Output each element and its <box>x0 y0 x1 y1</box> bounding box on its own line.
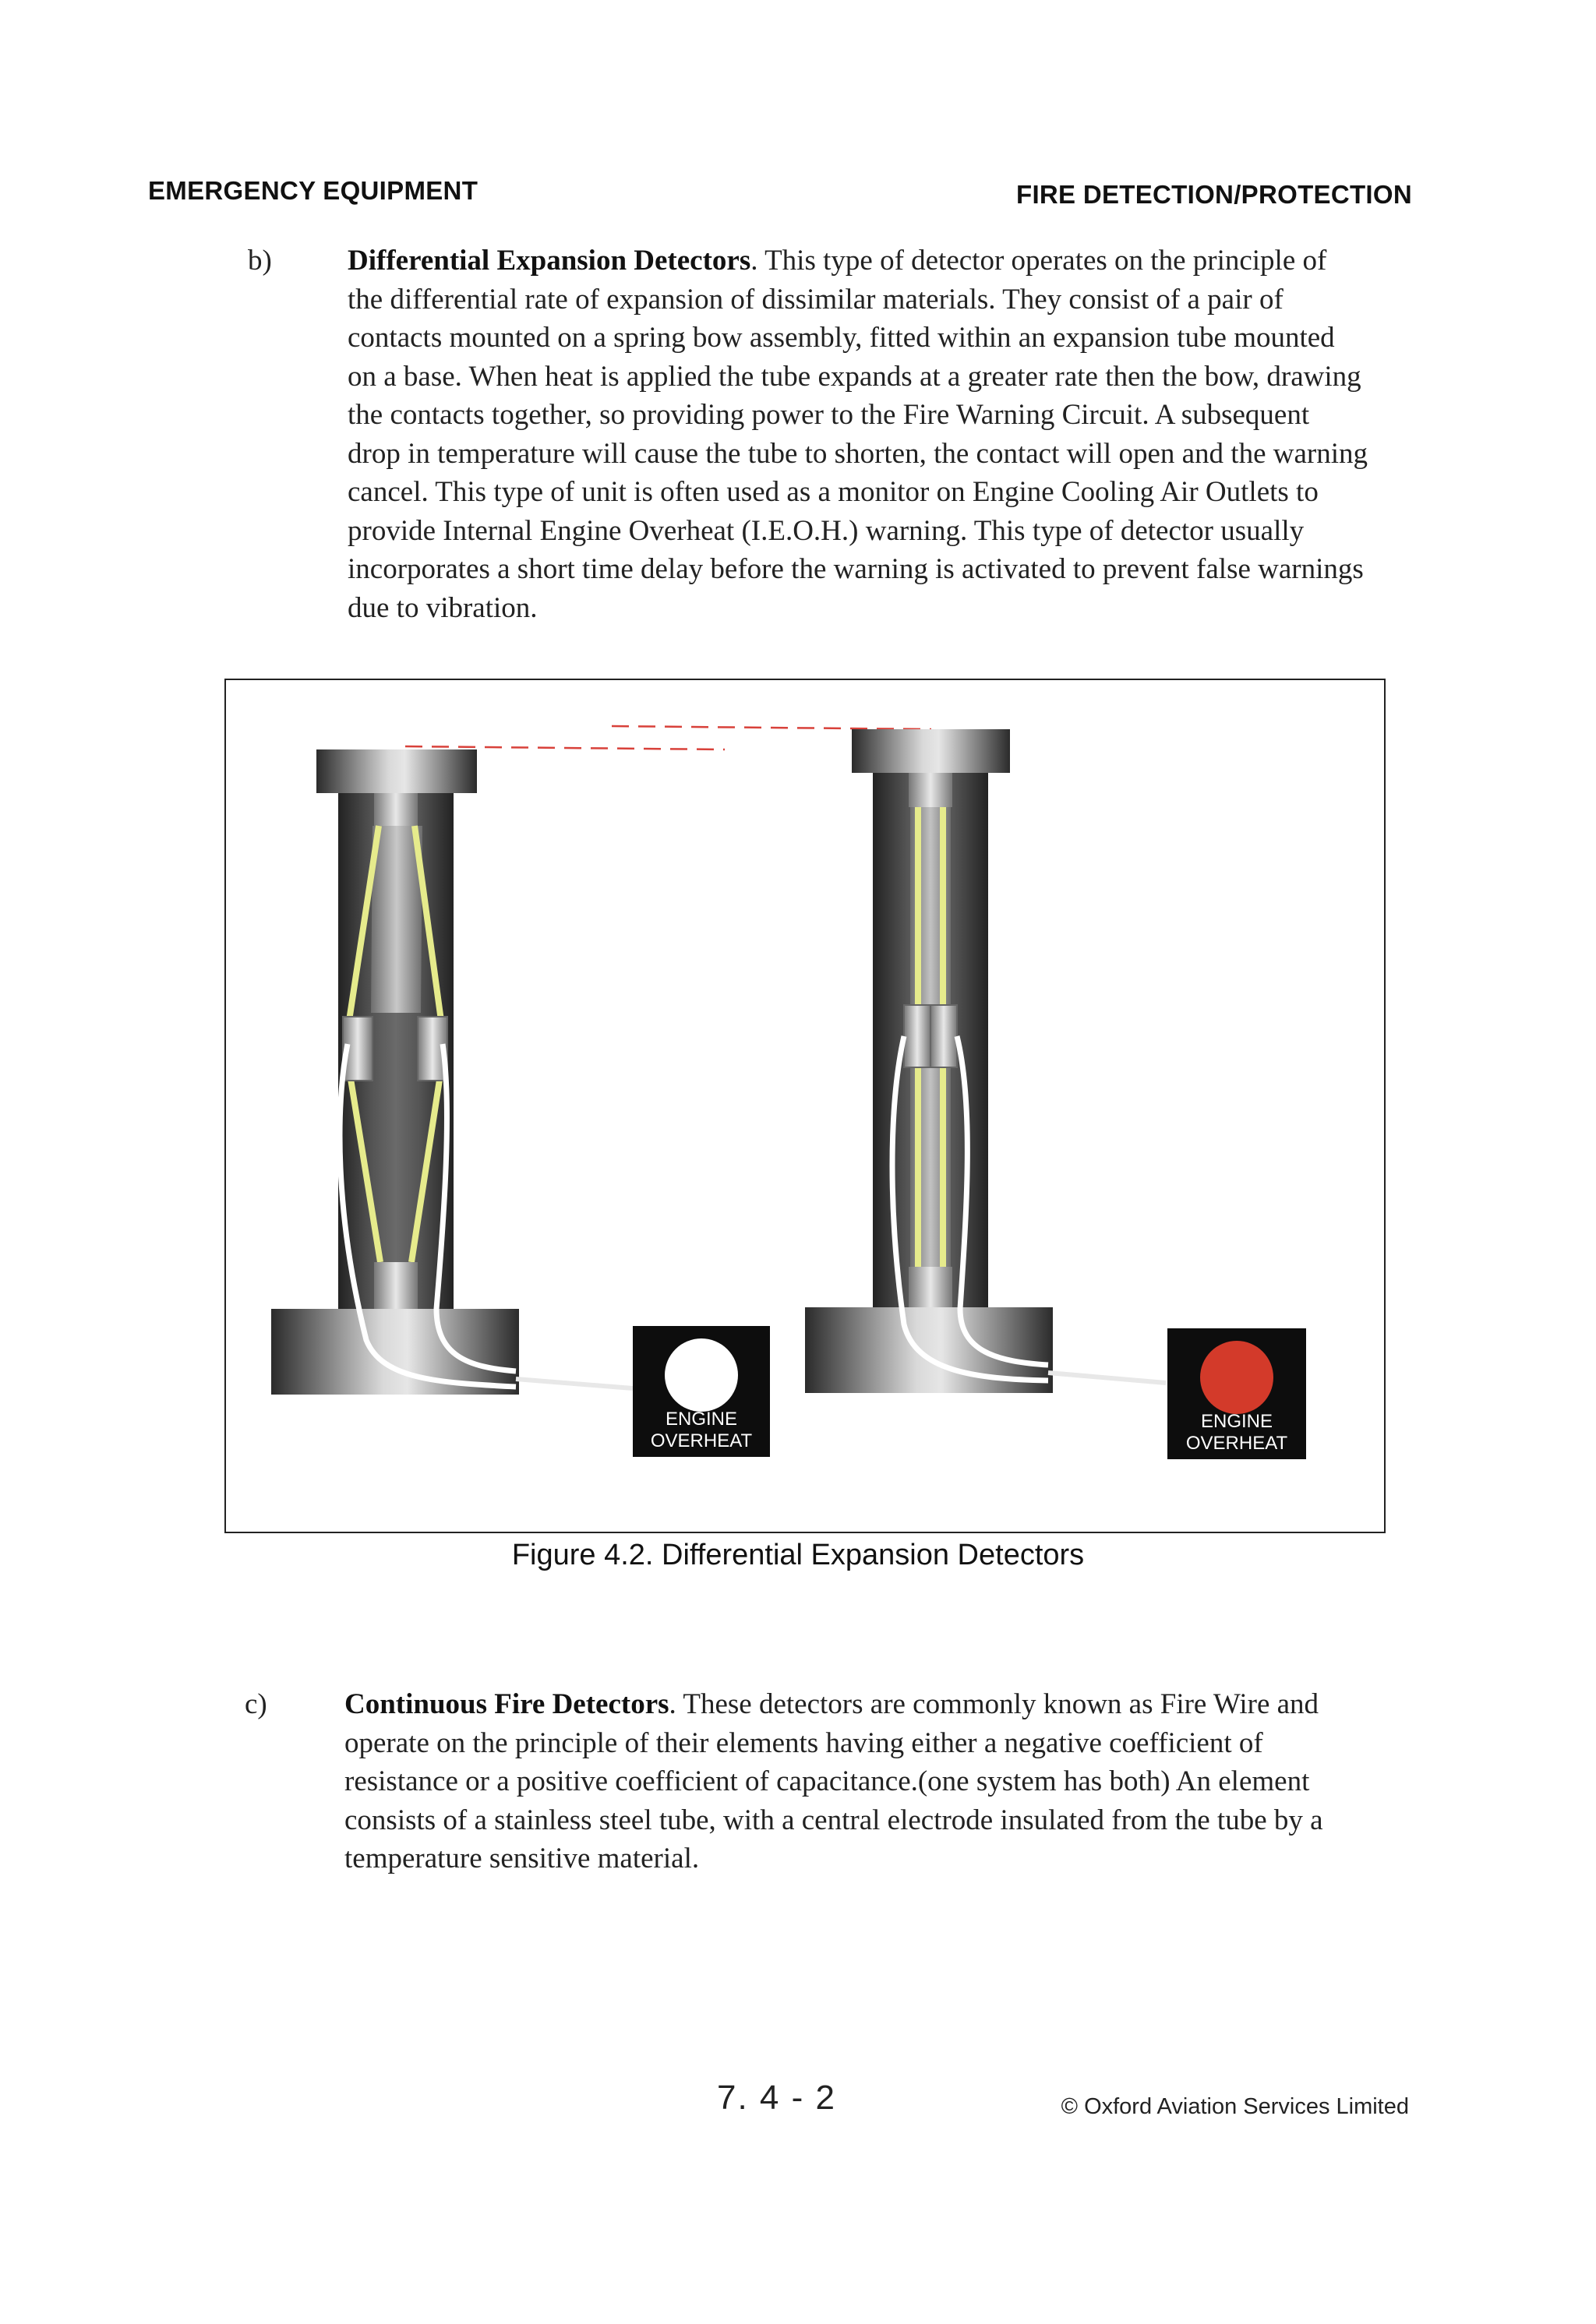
dashed-line-left <box>405 746 725 749</box>
paragraph-line: on a base. When heat is applied the tube expands at a greater rate then the bow, drawing <box>348 360 1361 393</box>
top-cap-right <box>852 729 1010 773</box>
warning-label-line1-right: ENGINE <box>1200 1411 1273 1432</box>
lower-bow-mount-right <box>909 1267 952 1307</box>
detector-hot <box>805 729 1166 1393</box>
header-chapter-title: FIRE DETECTION/PROTECTION <box>1015 180 1412 209</box>
contact-right-hot <box>930 1005 957 1067</box>
paragraph-line: the contacts together, so providing power to the Fire Warning Circuit. A subsequent <box>348 399 1310 431</box>
paragraph-line: Differential Expansion Detectors. This type of detector operates on the principle of <box>348 245 1327 277</box>
dashed-line-right <box>612 726 931 729</box>
paragraph-line: provide Internal Engine Overheat (I.E.O.H.) warning. This type of detector usually <box>348 514 1305 547</box>
warning-label-line1-left: ENGINE <box>665 1409 738 1430</box>
paragraph-line: consists of a stainless steel tube, with a central electrode insulated from the tube by a <box>344 1804 1323 1836</box>
paragraph-heading: Continuous Fire Detectors <box>344 1688 669 1720</box>
header-section-title: EMERGENCY EQUIPMENT <box>148 176 478 205</box>
paragraph-line: due to vibration. <box>348 591 538 624</box>
paragraph-continuous-detectors <box>344 1685 1411 1878</box>
paragraph-line: temperature sensitive material. <box>344 1843 700 1874</box>
paragraph-line: Continuous Fire Detectors. These detectors are commonly known as Fire Wire and <box>344 1688 1319 1720</box>
warning-lamp-right <box>1200 1341 1273 1414</box>
warning-label-line2-left: OVERHEAT <box>650 1430 753 1451</box>
contact-left-hot <box>904 1005 930 1067</box>
paragraph-heading: Differential Expansion Detectors <box>348 245 751 277</box>
paragraph-line: the differential rate of expansion of dissimilar materials. They consist of a pair of <box>348 283 1284 316</box>
warning-lamp-left <box>665 1338 738 1412</box>
paragraph-line: cancel. This type of unit is often used as a monitor on Engine Cooling Air Outlets to <box>348 476 1319 508</box>
paragraph-line: drop in temperature will cause the tube to shorten, the contact will open and the warning <box>348 437 1368 470</box>
item-label-c: c) <box>245 1688 267 1720</box>
figure-caption: Figure 4.2. Differential Expansion Detectors <box>511 1539 1085 1571</box>
top-cap-left <box>316 749 477 793</box>
detector-cold <box>271 749 633 1395</box>
warning-label-line2-right: OVERHEAT <box>1185 1433 1288 1454</box>
item-label-b: b) <box>248 245 272 277</box>
base-left <box>271 1309 519 1395</box>
paragraph-line: incorporates a short time delay before the warning is activated to prevent false warnings <box>348 553 1364 585</box>
paragraph-line: resistance or a positive coefficient of capacitance.(one system has both) An element <box>344 1765 1310 1797</box>
lower-bow-mount-left <box>374 1262 418 1309</box>
warning-light-off <box>633 1326 770 1457</box>
paragraph-line: contacts mounted on a spring bow assembly, fitted within an expansion tube mounted <box>348 322 1335 354</box>
upper-bow-mount-right <box>909 773 952 807</box>
paragraph-line: operate on the principle of their elements having either a negative coefficient of <box>344 1726 1263 1759</box>
upper-bow-mount-left <box>374 793 418 826</box>
warning-light-on <box>1167 1328 1306 1459</box>
page-number: 7. 4 - 2 <box>717 2079 836 2117</box>
copyright-notice: © Oxford Aviation Services Limited <box>1061 2094 1409 2119</box>
